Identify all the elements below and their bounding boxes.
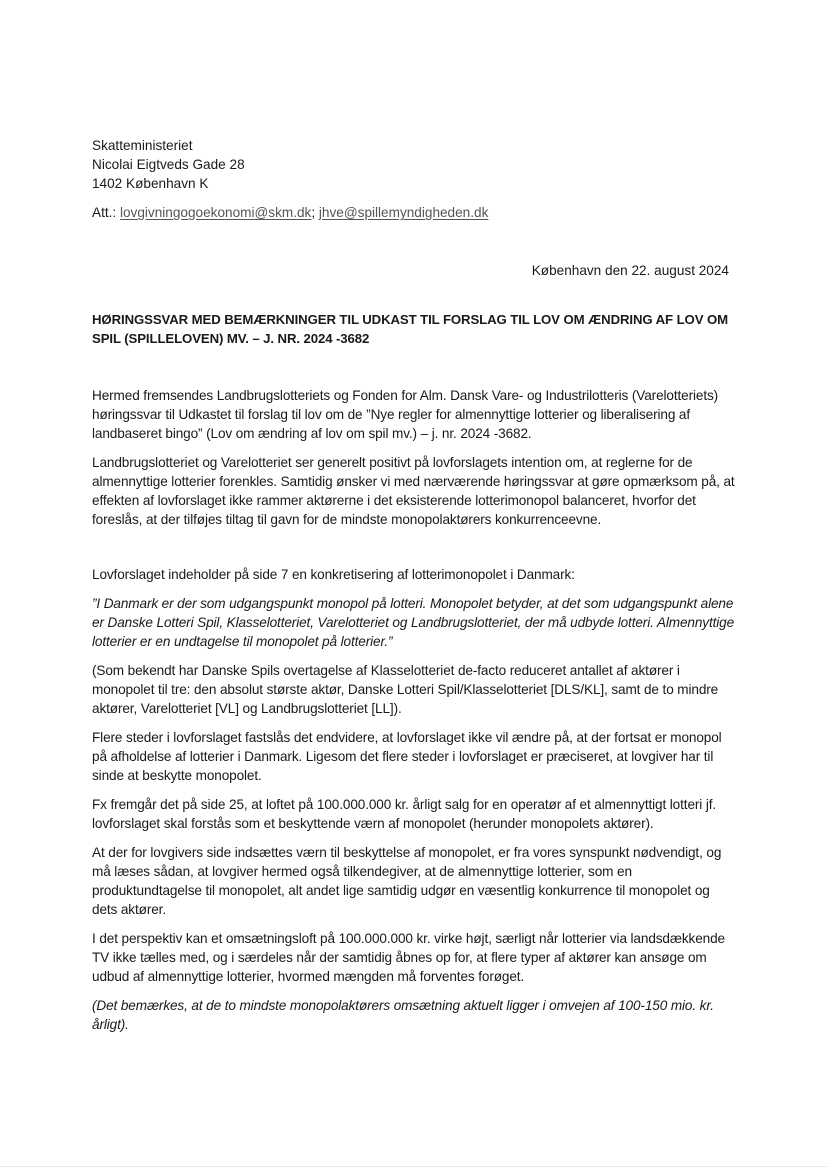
address-line-city: 1402 København K — [92, 176, 209, 191]
paragraph-protection: Flere steder i lovforslaget fastslås det endvidere, at lovforslaget ikke vil ændre på, at der fortsat er monopol på afholdelse af lotterier i Danmark. Ligesom det flere steder i lovforslaget er præciseret, at lovgiver har til sinde at beskytte monopolet. — [92, 730, 722, 783]
attention-line — [92, 203, 488, 222]
page-bottom-edge — [0, 1166, 827, 1167]
attention-separator: ; — [311, 205, 316, 220]
document-heading: HØRINGSSVAR MED BEMÆRKNINGER TIL UDKAST TIL FORSLAG TIL LOV OM ÆNDRING AF LOV OM SPIL (SPILLELOVEN) MV. – J. NR. 2024 -3682 — [92, 312, 728, 346]
paragraph-note: (Det bemærkes, at de to mindste monopolaktørers omsætning aktuelt ligger i omvejen af 100-150 mio. kr. årligt). — [92, 998, 714, 1032]
paragraph-actors: (Som bekendt har Danske Spils overtagelse af Klasselotteriet de-facto reduceret antallet af aktører i monopolet til tre: den absolut største aktør, Danske Lotteri Spil/Klasselotteriet [DLS/KL], samt de to mindre aktører, Varelotteriet [VL] og Landbrugslotteriet [LL]). — [92, 663, 719, 716]
address-line-organization: Skatteministeriet — [92, 138, 193, 153]
attention-label: Att.: — [92, 205, 117, 220]
paragraph-ceiling: Fx fremgår det på side 25, at loftet på 100.000.000 kr. årligt salg for en operatør af et almennyttigt lotteri jf. lovforslaget skal forstås som et beskyttende værn af monopolet (herunder monopolets aktører). — [92, 797, 717, 831]
paragraph-intro: Hermed fremsendes Landbrugslotteriets og Fonden for Alm. Dansk Vare- og Industrilotteris (Varelotteriets) høringssvar til Udkastet til forslag til lov om de ”Nye regler for almennyttige lotterier og liberalisering af landbaseret bingo” (Lov om ændring af lov om spil mv.) – j. nr. 2024 -3682. — [92, 388, 719, 441]
address-line-street: Nicolai Eigtveds Gade 28 — [92, 157, 245, 172]
paragraph-quote: ”I Danmark er der som udgangspunkt monopol på lotteri. Monopolet betyder, at det som udgangspunkt alene er Danske Lotteri Spil, Klasselotteriet, Varelotteriet og Landbrugslotteriet, der må udbyde lotteri. Almennyttige lotterier er en undtagelse til monopolet på lotterier.” — [92, 596, 735, 649]
letter-body — [92, 386, 737, 1044]
letter-date: København den 22. august 2024 — [531, 263, 729, 278]
email-link-skm[interactable]: lovgivningogoekonomi@skm.dk — [119, 205, 312, 220]
paragraph-monopoly-intro: Lovforslaget indeholder på side 7 en konkretisering af lotterimonopolet i Danmark: — [92, 567, 575, 582]
paragraph-perspective: I det perspektiv kan et omsætningsloft på 100.000.000 kr. virke højt, særligt når lotterier via landsdækkende TV ikke tælles med, og i særdeles når der samtidig åbnes op for, at flere typer af aktører kan ansøge om udbud af almennyttige lotterier, hvormed mængden må forventes forøget. — [92, 931, 725, 984]
paragraph-competition: At der for lovgivers side indsættes værn til beskyttelse af monopolet, er fra vores synspunkt nødvendigt, og må læses sådan, at lovgiver hermed også tilkendegiver, at de almennyttige lotterier, som en produktundtagelse til monopolet, alt andet lige samtidig udgør en væsentlig konkurrence til monopolet og dets aktører. — [92, 845, 722, 917]
email-link-spillemyndigheden[interactable]: jhve@spillemyndigheden.dk — [318, 205, 489, 220]
paragraph-position: Landbrugslotteriet og Varelotteriet ser generelt positivt på lovforslagets intention om, at reglerne for de almennyttige lotterier forenkles. Samtidig ønsker vi med nærværende høringssvar at gøre opmærksom på, at effekten af lovforslaget ikke rammer aktørerne i det eksisterende lotterimonopol balanceret, hvorfor det foreslås, at der tilføjes tiltag til gavn for de mindste monopolaktørers konkurrenceevne. — [92, 455, 735, 527]
recipient-address — [92, 136, 245, 193]
